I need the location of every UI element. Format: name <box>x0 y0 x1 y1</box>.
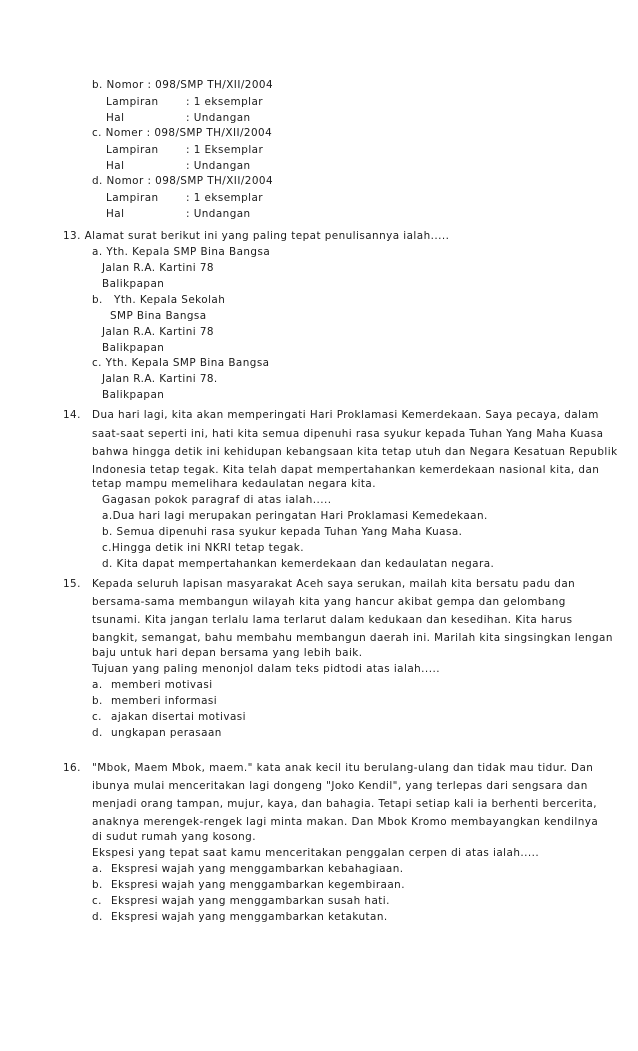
q12-option-c-nomor <box>92 127 272 140</box>
q12-d-hal-value: : Undangan <box>186 208 251 220</box>
q12-d-lampiran-value: : 1 eksemplar <box>186 192 264 204</box>
q16-prompt: Ekspesi yang tepat saat kamu menceritakan penggalan cerpen di atas ialah..... <box>92 847 540 859</box>
q15-option-d-text: ungkapan perasaan <box>111 727 222 739</box>
q14-paragraph-line1: Dua hari lagi, kita akan memperingati Hari Proklamasi Kemerdekaan. Saya pecaya, dalam <box>92 409 599 421</box>
q13-option-b-line1-text: b. Yth. Kepala Sekolah <box>92 294 226 306</box>
q16-paragraph-line1: "Mbok, Maem Mbok, maem." kata anak kecil itu berulang-ulang dan tidak mau tidur. Dan <box>92 762 594 774</box>
q15-paragraph-line2: bersama-sama membangun wilayah kita yang hancur akibat gempa dan gelombang <box>92 596 566 608</box>
q15-option-a-letter: a. <box>92 679 103 691</box>
q16-paragraph-line5: di sudut rumah yang kosong. <box>92 831 256 843</box>
q13-option-c-line1: c. Yth. Kepala SMP Bina Bangsa <box>92 357 270 369</box>
q14-paragraph-line3: bahwa hingga detik ini kehidupan kebangsaan kita tetap utuh dan Negara Kesatuan Republik <box>92 446 618 458</box>
q12-b-nomor-value: : 098/SMP TH/XII/2004 <box>147 79 274 91</box>
q16-paragraph-line3: menjadi orang tampan, mujur, kaya, dan bahagia. Tetapi setiap kali ia berhenti bercerita, <box>92 798 598 810</box>
q14-option-b: b. Semua dipenuhi rasa syukur kepada Tuhan Yang Maha Kuasa. <box>102 526 463 538</box>
q14-option-a: a.Dua hari lagi merupakan peringatan Hari Proklamasi Kemedekaan. <box>102 510 488 522</box>
q12-c-lampiran-label: Lampiran <box>106 144 159 156</box>
q15-paragraph-line5: baju untuk hari depan bersama yang lebih baik. <box>92 647 363 659</box>
q15-paragraph-line4: bangkit, semangat, bahu membahu membangun daerah ini. Marilah kita singsingkan lengan <box>92 632 613 644</box>
q15-number: 15. <box>63 578 81 590</box>
q12-d-label: d. Nomor <box>92 175 144 187</box>
q15-option-c-letter: c. <box>92 711 102 723</box>
q16-option-a-letter: a. <box>92 863 103 875</box>
q14-paragraph-line2: saat-saat seperti ini, hati kita semua dipenuhi rasa syukur kepada Tuhan Yang Maha Kuasa <box>92 428 604 440</box>
q14-paragraph-line4: Indonesia tetap tegak. Kita telah dapat mempertahankan kemerdekaan nasional kita, dan <box>92 464 600 476</box>
q13-option-a-line3: Balikpapan <box>102 278 165 290</box>
q16-option-d-letter: d. <box>92 911 103 923</box>
q12-b-hal-label: Hal <box>106 112 125 124</box>
q12-c-label: c. Nomer <box>92 127 143 139</box>
q16-option-a-text: Ekspresi wajah yang menggambarkan kebahagiaan. <box>111 863 404 875</box>
q16-option-c-text: Ekspresi wajah yang menggambarkan susah hati. <box>111 895 390 907</box>
q12-d-nomor-value: : 098/SMP TH/XII/2004 <box>147 175 274 187</box>
q13-option-b-line3: Jalan R.A. Kartini 78 <box>102 326 214 338</box>
q16-option-b-text: Ekspresi wajah yang menggambarkan kegembiraan. <box>111 879 405 891</box>
q15-option-c-text: ajakan disertai motivasi <box>111 711 246 723</box>
q12-c-hal-value: : Undangan <box>186 160 251 172</box>
q12-b-lampiran-value: : 1 eksemplar <box>186 96 264 108</box>
q12-d-hal-label: Hal <box>106 208 125 220</box>
q16-paragraph-line4: anaknya merengek-rengek lagi minta makan. Dan Mbok Kromo membayangkan kendilnya <box>92 816 599 828</box>
q13-option-b-line4: Balikpapan <box>102 342 165 354</box>
q12-option-b-nomor <box>92 79 273 92</box>
q12-b-label: b. Nomor <box>92 79 144 91</box>
q15-option-b-letter: b. <box>92 695 103 707</box>
q13-question: 13. Alamat surat berikut ini yang paling tepat penulisannya ialah..... <box>63 230 450 242</box>
q15-option-a-text: memberi motivasi <box>111 679 213 691</box>
q12-c-nomor-value: : 098/SMP TH/XII/2004 <box>146 127 273 139</box>
q16-option-c-letter: c. <box>92 895 102 907</box>
q14-number: 14. <box>63 409 81 421</box>
q13-option-b-line2: SMP Bina Bangsa <box>110 310 207 322</box>
q14-option-c: c.Hingga detik ini NKRI tetap tegak. <box>102 542 305 554</box>
q14-paragraph-line5: tetap mampu memelihara kedaulatan negara kita. <box>92 478 377 490</box>
q13-option-c-line2: Jalan R.A. Kartini 78. <box>102 373 218 385</box>
q15-prompt: Tujuan yang paling menonjol dalam teks pidtodi atas ialah..... <box>92 663 440 675</box>
q12-option-d-nomor <box>92 175 273 188</box>
q12-b-lampiran-label: Lampiran <box>106 96 159 108</box>
q15-paragraph-line3: tsunami. Kita jangan terlalu lama terlarut dalam kedukaan dan kesedihan. Kita harus <box>92 614 573 626</box>
q13-option-b-line1 <box>92 294 225 307</box>
q12-c-hal-label: Hal <box>106 160 125 172</box>
q13-option-c-line3: Balikpapan <box>102 389 165 401</box>
q12-b-hal-value: : Undangan <box>186 112 251 124</box>
q15-paragraph-line1: Kepada seluruh lapisan masyarakat Aceh saya serukan, mailah kita bersatu padu dan <box>92 578 576 590</box>
q16-option-b-letter: b. <box>92 879 103 891</box>
q14-option-d: d. Kita dapat mempertahankan kemerdekaan dan kedaulatan negara. <box>102 558 495 570</box>
q16-paragraph-line2: ibunya mulai menceritakan lagi dongeng "Joko Kendil", yang terlepas dari sengsara dan <box>92 780 588 792</box>
q13-option-a-line1: a. Yth. Kepala SMP Bina Bangsa <box>92 246 271 258</box>
q16-number: 16. <box>63 762 81 774</box>
q15-option-b-text: memberi informasi <box>111 695 218 707</box>
q14-prompt: Gagasan pokok paragraf di atas ialah..... <box>102 494 332 506</box>
q12-d-lampiran-label: Lampiran <box>106 192 159 204</box>
q15-option-d-letter: d. <box>92 727 103 739</box>
q13-option-a-line2: Jalan R.A. Kartini 78 <box>102 262 214 274</box>
q12-c-lampiran-value: : 1 Eksemplar <box>186 144 264 156</box>
q16-option-d-text: Ekspresi wajah yang menggambarkan ketakutan. <box>111 911 388 923</box>
